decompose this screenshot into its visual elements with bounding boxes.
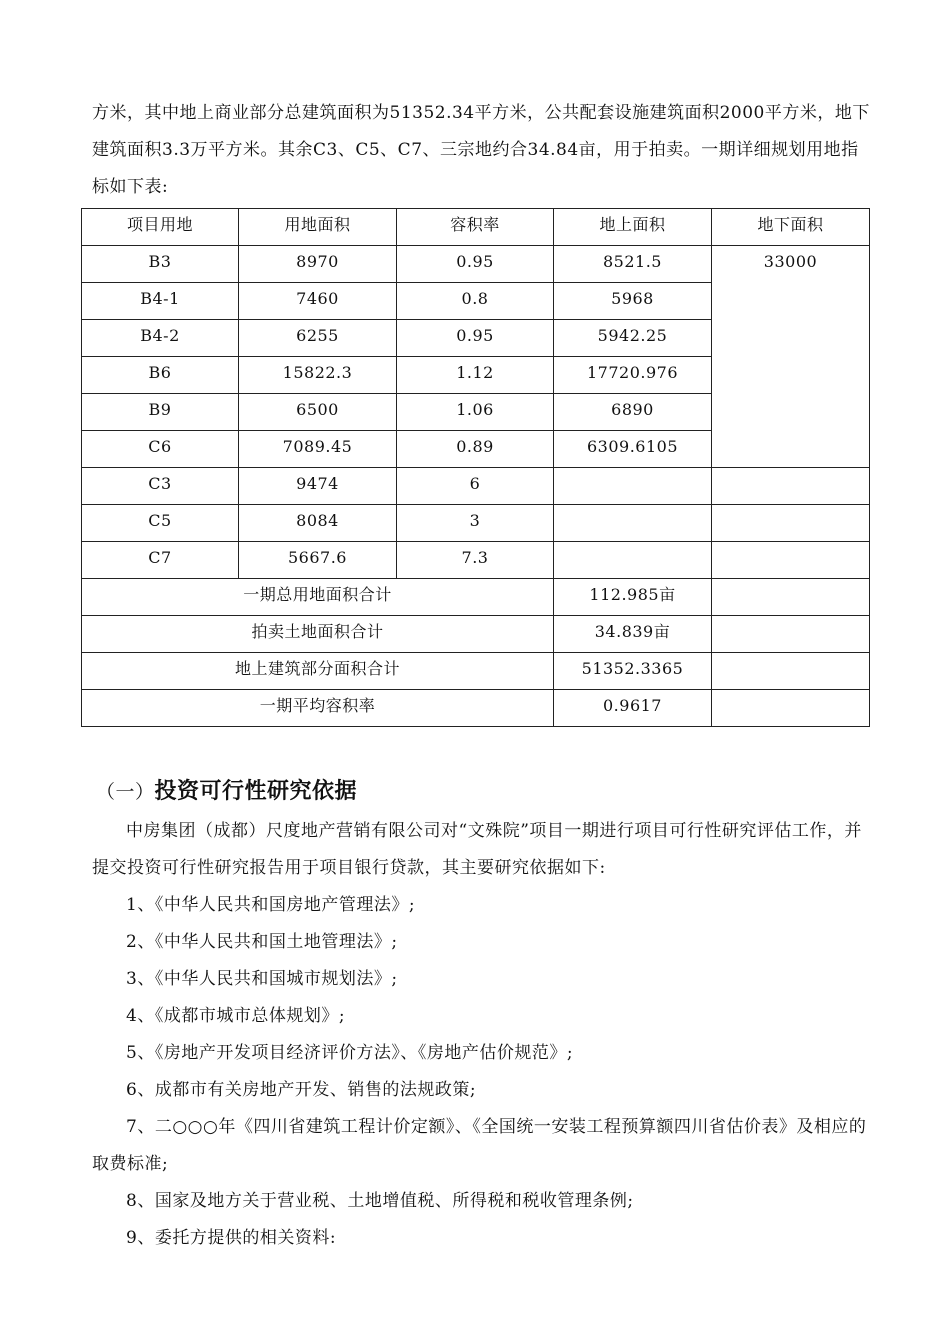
table-cell-empty	[712, 468, 870, 505]
table-row	[82, 468, 870, 505]
table-cell: B6	[82, 357, 239, 394]
table-cell: 5968	[554, 283, 712, 320]
table-cell: 9474	[239, 468, 397, 505]
table-cell: 7089.45	[239, 431, 397, 468]
intro-paragraph: 方米，其中地上商业部分总建筑面积为51352.34平方米，公共配套设施建筑面积2000平方米，地下建筑面积3.3万平方米。其余C3、C5、C7、三宗地约合34.84亩，用于拍卖。一期详细规划用地指标如下表:	[92, 103, 870, 197]
table-cell-empty	[712, 690, 870, 727]
header-cell: 项目用地	[82, 209, 239, 246]
summary-label: 拍卖土地面积合计	[82, 616, 554, 653]
table-cell: 0.95	[397, 320, 554, 357]
table-cell: B3	[82, 246, 239, 283]
table-cell: 5667.6	[239, 542, 397, 579]
table-cell: 6	[397, 468, 554, 505]
summary-row	[82, 653, 870, 690]
header-cell: 用地面积	[239, 209, 397, 246]
basis-item: 5、《房地产开发项目经济评价方法》、《房地产估价规范》;	[126, 1043, 574, 1063]
summary-value: 34.839亩	[554, 616, 712, 653]
table-cell: 6500	[239, 394, 397, 431]
header-cell: 地上面积	[554, 209, 712, 246]
basis-item: 6、成都市有关房地产开发、销售的法规政策;	[126, 1080, 477, 1100]
table-cell: C3	[82, 468, 239, 505]
table-cell	[554, 542, 712, 579]
table-cell: 8970	[239, 246, 397, 283]
table-cell: B4-1	[82, 283, 239, 320]
summary-label: 一期平均容积率	[82, 690, 554, 727]
table-cell: 6890	[554, 394, 712, 431]
table-cell: 5942.25	[554, 320, 712, 357]
table-cell: 6309.6105	[554, 431, 712, 468]
section-heading	[96, 772, 357, 812]
table-cell: 17720.976	[554, 357, 712, 394]
table-cell: 8521.5	[554, 246, 712, 283]
summary-value: 51352.3365	[554, 653, 712, 690]
table-cell: 8084	[239, 505, 397, 542]
table-cell: C6	[82, 431, 239, 468]
table-row	[82, 542, 870, 579]
summary-label: 一期总用地面积合计	[82, 579, 554, 616]
table-row	[82, 246, 870, 283]
section-number: （一）	[96, 781, 155, 803]
table-cell: 7.3	[397, 542, 554, 579]
table-header-row	[82, 209, 870, 246]
basis-item: 9、委托方提供的相关资料:	[126, 1228, 337, 1248]
underground-area-cell: 33000	[712, 246, 870, 468]
table-cell-empty	[712, 616, 870, 653]
table-cell: 7460	[239, 283, 397, 320]
table-cell: C7	[82, 542, 239, 579]
basis-intro-paragraph: 中房集团（成都）尺度地产营销有限公司对“文殊院”项目一期进行项目可行性研究评估工作，并提交投资可行性研究报告用于项目银行贷款，其主要研究依据如下:	[92, 821, 862, 878]
table-cell: 0.8	[397, 283, 554, 320]
header-cell: 地下面积	[712, 209, 870, 246]
summary-label: 地上建筑部分面积合计	[82, 653, 554, 690]
table-cell: B9	[82, 394, 239, 431]
basis-item: 2、《中华人民共和国土地管理法》;	[126, 932, 398, 952]
table-cell	[554, 468, 712, 505]
summary-row	[82, 690, 870, 727]
table-cell-empty	[712, 653, 870, 690]
basis-item: 1、《中华人民共和国房地产管理法》;	[126, 895, 416, 915]
header-cell: 容积率	[397, 209, 554, 246]
table-cell: 3	[397, 505, 554, 542]
summary-row	[82, 616, 870, 653]
summary-row	[82, 579, 870, 616]
table-cell: 1.06	[397, 394, 554, 431]
basis-item: 3、《中华人民共和国城市规划法》;	[126, 969, 398, 989]
table-cell: 0.89	[397, 431, 554, 468]
section-title: 投资可行性研究依据	[154, 779, 358, 804]
summary-value: 0.9617	[554, 690, 712, 727]
basis-item: 4、《成都市城市总体规划》;	[126, 1006, 346, 1026]
basis-item: 8、国家及地方关于营业税、土地增值税、所得税和税收管理条例;	[126, 1191, 634, 1211]
table-cell: 15822.3	[239, 357, 397, 394]
table-cell: 1.12	[397, 357, 554, 394]
table-cell-empty	[712, 542, 870, 579]
table-cell: 6255	[239, 320, 397, 357]
table-cell-empty	[712, 579, 870, 616]
table-cell: C5	[82, 505, 239, 542]
table-cell	[554, 505, 712, 542]
table-row	[82, 505, 870, 542]
table-cell: B4-2	[82, 320, 239, 357]
summary-value: 112.985亩	[554, 579, 712, 616]
table-cell: 0.95	[397, 246, 554, 283]
basis-item: 7、二○○○年《四川省建筑工程计价定额》、《全国统一安装工程预算额四川省估价表》及相应的取费标准;	[92, 1117, 867, 1174]
table-cell-empty	[712, 505, 870, 542]
land-use-table	[81, 208, 870, 727]
